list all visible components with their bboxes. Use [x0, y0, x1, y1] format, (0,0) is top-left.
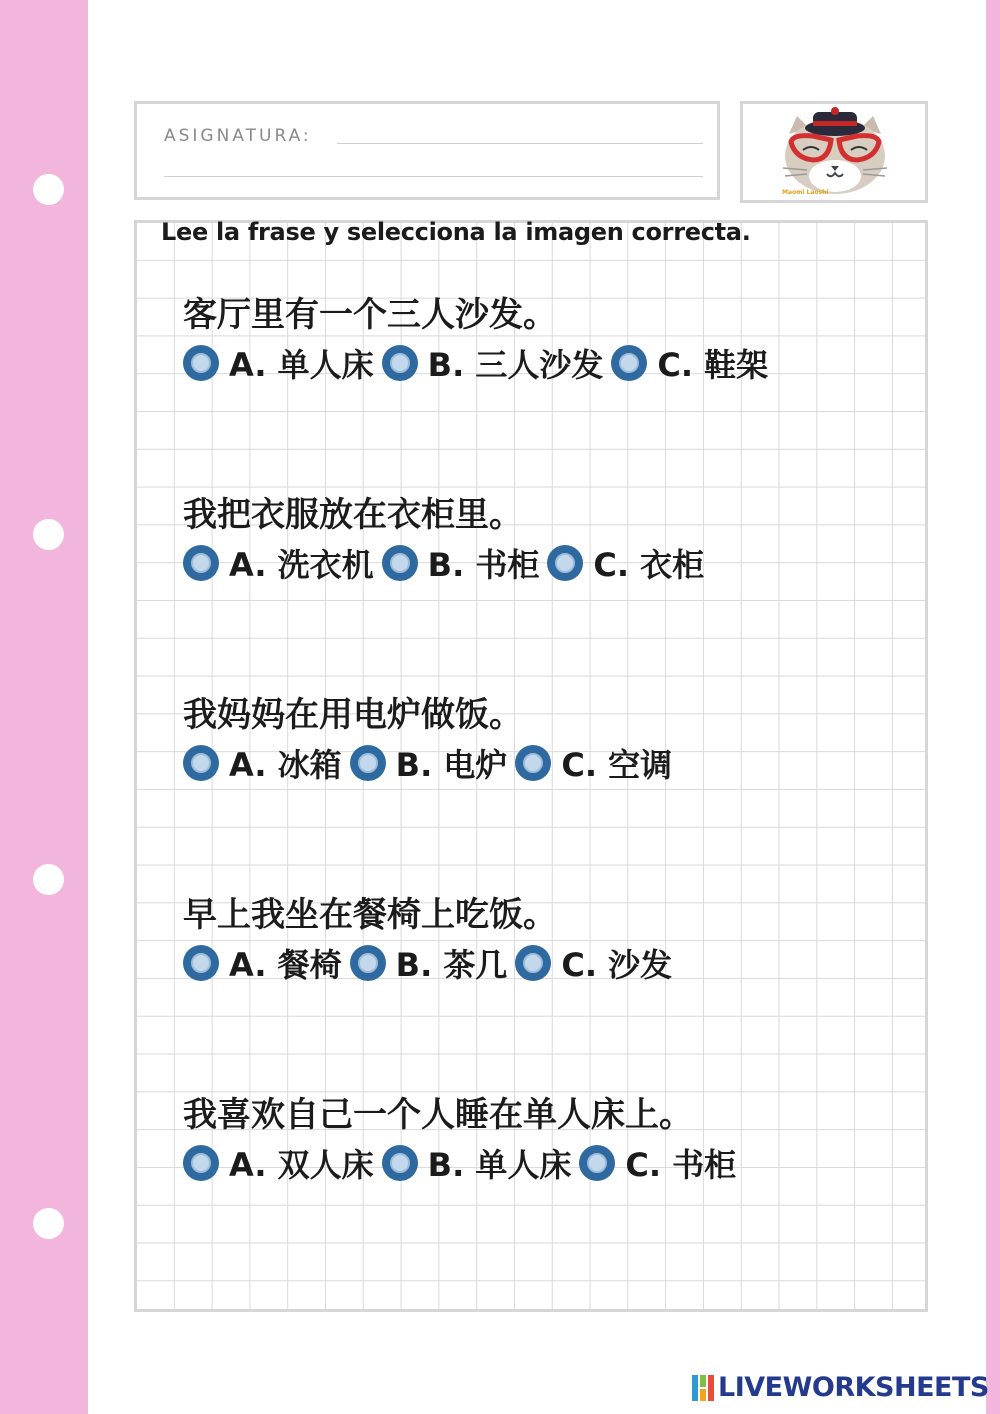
radio-button-icon[interactable]: [183, 1145, 219, 1181]
radio-inner-dot: [191, 1153, 211, 1173]
question-sentence: 我妈妈在用电炉做饭。: [183, 695, 523, 735]
logo-box: [740, 101, 928, 203]
right-edge-strip: [986, 0, 1000, 1414]
question-sentence: 客厅里有一个三人沙发。: [183, 295, 557, 335]
answer-options: [183, 1143, 744, 1183]
svg-text:Maomi Laoshi: Maomi Laoshi: [782, 189, 829, 196]
question-block: [183, 1095, 744, 1183]
radio-inner-dot: [358, 753, 378, 773]
subject-box: [134, 101, 720, 200]
answer-option[interactable]: [515, 740, 672, 786]
radio-inner-dot: [523, 953, 543, 973]
answer-option[interactable]: [183, 740, 342, 786]
radio-button-icon[interactable]: [515, 745, 551, 781]
radio-button-icon[interactable]: [382, 545, 418, 581]
question-sentence: 我把衣服放在衣柜里。: [183, 495, 523, 535]
answer-option-label: A. 双人床: [229, 1146, 374, 1184]
answer-option[interactable]: [382, 1140, 572, 1186]
question-sentence: 我喜欢自己一个人睡在单人床上。: [183, 1095, 693, 1135]
radio-button-icon[interactable]: [183, 745, 219, 781]
answer-option[interactable]: [350, 940, 508, 986]
radio-inner-dot: [191, 953, 211, 973]
question-block: [183, 295, 776, 383]
radio-button-icon[interactable]: [183, 545, 219, 581]
radio-button-icon[interactable]: [579, 1145, 615, 1181]
radio-inner-dot: [555, 553, 575, 573]
answer-option-label: B. 单人床: [427, 1146, 572, 1184]
binder-hole: [33, 1208, 64, 1239]
instruction-text: Lee la frase y selecciona la imagen correcta.: [161, 218, 751, 246]
answer-option-label: A. 洗衣机: [229, 546, 374, 584]
radio-inner-dot: [191, 553, 211, 573]
binder-strip: [0, 0, 88, 1414]
radio-inner-dot: [191, 353, 211, 373]
question-sentence: 早上我坐在餐椅上吃饭。: [183, 895, 557, 935]
question-block: [183, 895, 680, 983]
radio-button-icon[interactable]: [350, 745, 386, 781]
subject-write-line: [164, 176, 703, 177]
cat-teacher-logo: [743, 104, 925, 200]
radio-button-icon[interactable]: [515, 945, 551, 981]
answer-option[interactable]: [350, 740, 508, 786]
answer-option[interactable]: [515, 940, 672, 986]
answer-option-label: A. 餐椅: [229, 946, 342, 984]
radio-inner-dot: [523, 753, 543, 773]
radio-button-icon[interactable]: [350, 945, 386, 981]
answer-option-label: A. 单人床: [229, 346, 374, 384]
radio-inner-dot: [191, 753, 211, 773]
answer-option[interactable]: [547, 540, 704, 586]
radio-button-icon[interactable]: [183, 345, 219, 381]
answer-option[interactable]: [183, 1140, 374, 1186]
answer-option[interactable]: [579, 1140, 736, 1186]
answer-option[interactable]: [183, 940, 342, 986]
liveworksheets-branding: [692, 1372, 989, 1403]
answer-options: [183, 743, 680, 783]
radio-inner-dot: [619, 353, 639, 373]
binder-hole: [33, 864, 64, 895]
answer-option-label: C. 衣柜: [593, 546, 705, 584]
answer-option[interactable]: [382, 540, 540, 586]
radio-inner-dot: [390, 1153, 410, 1173]
answer-option-label: B. 书柜: [427, 546, 540, 584]
answer-option-label: C. 空调: [561, 746, 673, 784]
radio-button-icon[interactable]: [382, 1145, 418, 1181]
liveworksheets-logo-icon: [692, 1375, 714, 1401]
answer-options: [183, 343, 776, 383]
answer-option-label: A. 冰箱: [229, 746, 342, 784]
radio-button-icon[interactable]: [382, 345, 418, 381]
radio-button-icon[interactable]: [611, 345, 647, 381]
radio-inner-dot: [358, 953, 378, 973]
binder-hole: [33, 519, 64, 550]
question-block: [183, 495, 712, 583]
answer-option-label: B. 茶几: [395, 946, 508, 984]
question-block: [183, 695, 680, 783]
answer-option[interactable]: [183, 340, 374, 386]
liveworksheets-wordmark: LIVEWORKSHEETS: [718, 1372, 989, 1403]
radio-inner-dot: [390, 553, 410, 573]
binder-hole: [33, 174, 64, 205]
radio-button-icon[interactable]: [547, 545, 583, 581]
subject-label: ASIGNATURA:: [164, 126, 312, 146]
subject-write-line: [337, 143, 703, 144]
answer-option-label: C. 书柜: [625, 1146, 737, 1184]
answer-options: [183, 943, 680, 983]
radio-inner-dot: [390, 353, 410, 373]
answer-option[interactable]: [611, 340, 768, 386]
answer-option[interactable]: [183, 540, 374, 586]
radio-button-icon[interactable]: [183, 945, 219, 981]
answer-option[interactable]: [382, 340, 604, 386]
radio-inner-dot: [587, 1153, 607, 1173]
answer-option-label: B. 电炉: [395, 746, 508, 784]
answer-option-label: B. 三人沙发: [427, 346, 604, 384]
answer-option-label: C. 鞋架: [657, 346, 769, 384]
answer-option-label: C. 沙发: [561, 946, 673, 984]
answer-options: [183, 543, 712, 583]
